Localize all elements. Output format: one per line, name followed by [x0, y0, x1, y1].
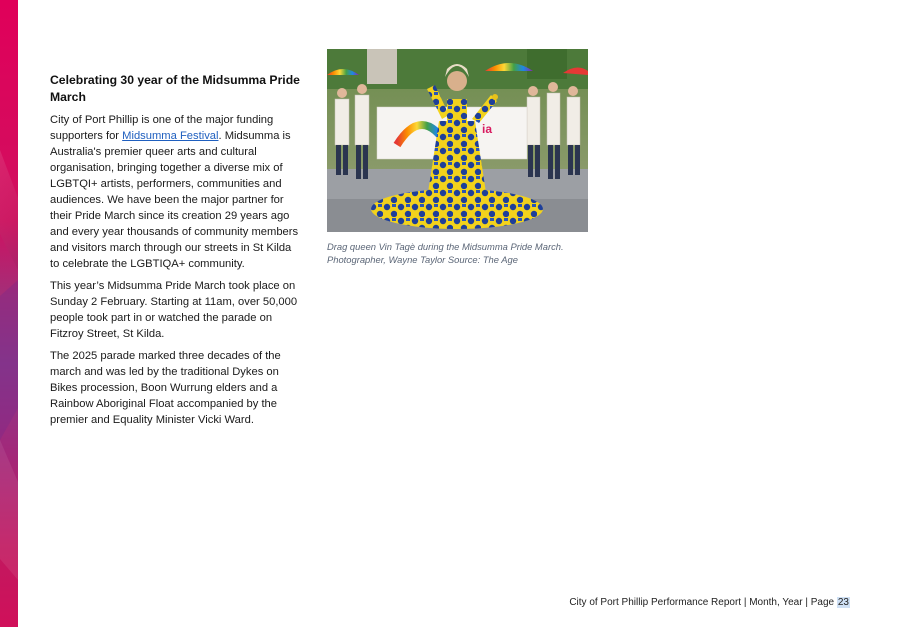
- paragraph-funding: [50, 112, 300, 272]
- band-facet: [0, 280, 18, 440]
- band-facet: [0, 150, 18, 270]
- footer-text: City of Port Phillip Performance Report | Month, Year | Page: [569, 597, 837, 608]
- paragraph-march-details: This year’s Midsumma Pride March took place on Sunday 2 February. Starting at 11am, over 50,000 people took part in or watched the parade on Fitzroy Street, St Kilda.: [50, 280, 298, 340]
- paragraph-parade-2025: The 2025 parade marked three decades of the march and was led by the traditional Dykes on Bikes procession, Boon Wurrung elders and a Rainbow Aboriginal Float accompanied by the premier and Equality Minister Vicki Ward.: [50, 350, 281, 426]
- article-text-column: [50, 72, 300, 434]
- paragraph-text: . Midsumma is Australia's premier queer arts and cultural organisation, bringing together a diverse mix of LGBTQI+ artists, performers, communities and audiences. We have been the major partner for their Pride March since its creation 29 years ago and every year thousands of community members and visitors march through our streets in St Kilda to celebrate the LGBTIQA+ community.: [50, 130, 299, 270]
- photo-caption: Drag queen Vin Tagè during the Midsumma Pride March. Photographer, Wayne Taylor Source: The Age: [327, 241, 564, 265]
- decorative-side-band: [0, 0, 18, 627]
- paragraph-text: City of Port Phillip is one of the major funding supporters for: [50, 114, 274, 142]
- midsumma-festival-link[interactable]: Midsumma Festival: [122, 130, 219, 142]
- svg-text:ia: ia: [482, 122, 493, 136]
- page-number: 23: [837, 597, 849, 608]
- band-facet: [0, 440, 18, 580]
- pride-march-photo: [327, 49, 588, 232]
- article-heading: Celebrating 30 year of the Midsumma Pride March: [50, 73, 300, 104]
- pride-march-photo-illustration: [327, 49, 588, 232]
- page-footer: [569, 597, 850, 608]
